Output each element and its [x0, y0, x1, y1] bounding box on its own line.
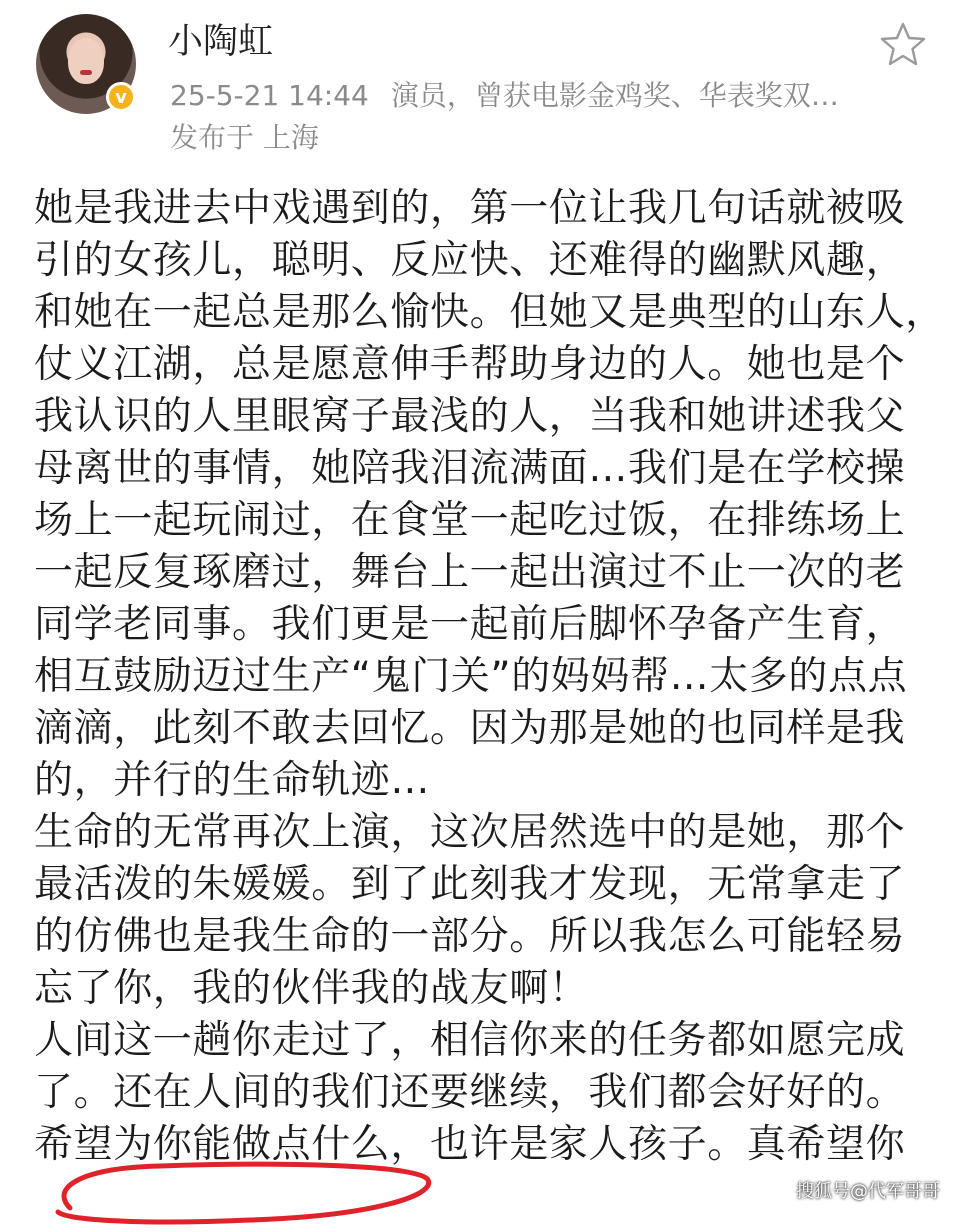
post-time: 25-5-21 14:44 [170, 79, 369, 112]
post-line: 我认识的人里眼窝子最浅的人，当我和她讲述我父 [34, 394, 906, 439]
post-line: 相互鼓励迈过生产“鬼门关”的妈妈帮…太多的点点 [34, 654, 908, 699]
post-line: 生命的无常再次上演，这次居然选中的是她，那个 [34, 810, 906, 855]
star-icon[interactable] [878, 20, 928, 70]
post-line: 仗义江湖，总是愿意伸手帮助身边的人。她也是个 [34, 342, 906, 387]
post-line: 一起反复琢磨过，舞台上一起出演过不止一次的老 [34, 550, 906, 595]
verified-badge-icon: v [106, 82, 136, 112]
post-line: 的，并行的生命轨迹… [34, 758, 431, 803]
username[interactable]: 小陶虹 [168, 22, 274, 62]
post-line: 滴滴，此刻不敢去回忆。因为那是她的也同样是我 [34, 706, 906, 751]
post-line: 人间这一趟你走过了，相信你来的任务都如愿完成 [34, 1018, 906, 1063]
post-header [0, 0, 960, 160]
post-line: 同学老同事。我们更是一起前后脚怀孕备产生育， [34, 602, 906, 647]
post-line: 和她在一起总是那么愉快。但她又是典型的山东人， [34, 290, 945, 335]
post-line: 母离世的事情，她陪我泪流满面…我们是在学校操 [34, 446, 906, 491]
user-bio: 演员，曾获电影金鸡奖、华表奖双… [390, 79, 839, 112]
watermark: 搜狐号@代军哥哥 [796, 1181, 940, 1202]
post-line: 她是我进去中戏遇到的，第一位让我几句话就被吸 [34, 186, 906, 231]
avatar-face [68, 38, 104, 84]
avatar-lips [80, 70, 92, 75]
post-location: 发布于 上海 [170, 121, 319, 154]
red-annotation-circle [40, 1158, 440, 1232]
post-meta [170, 74, 839, 114]
post-body [34, 183, 945, 1171]
post-line: 引的女孩儿，聪明、反应快、还难得的幽默风趣， [34, 238, 906, 283]
post-line: 了。还在人间的我们还要继续，我们都会好好的。 [34, 1070, 906, 1115]
post-line: 的仿佛也是我生命的一部分。所以我怎么可能轻易 [34, 914, 906, 959]
post-line: 希望为你能做点什么，也许是家人孩子。真希望你 [34, 1122, 906, 1167]
post-line: 场上一起玩闹过，在食堂一起吃过饭，在排练场上 [34, 498, 906, 543]
post-line: 最活泼的朱媛媛。到了此刻我才发现，无常拿走了 [34, 862, 906, 907]
post-line: 忘了你，我的伙伴我的战友啊！ [34, 966, 589, 1011]
